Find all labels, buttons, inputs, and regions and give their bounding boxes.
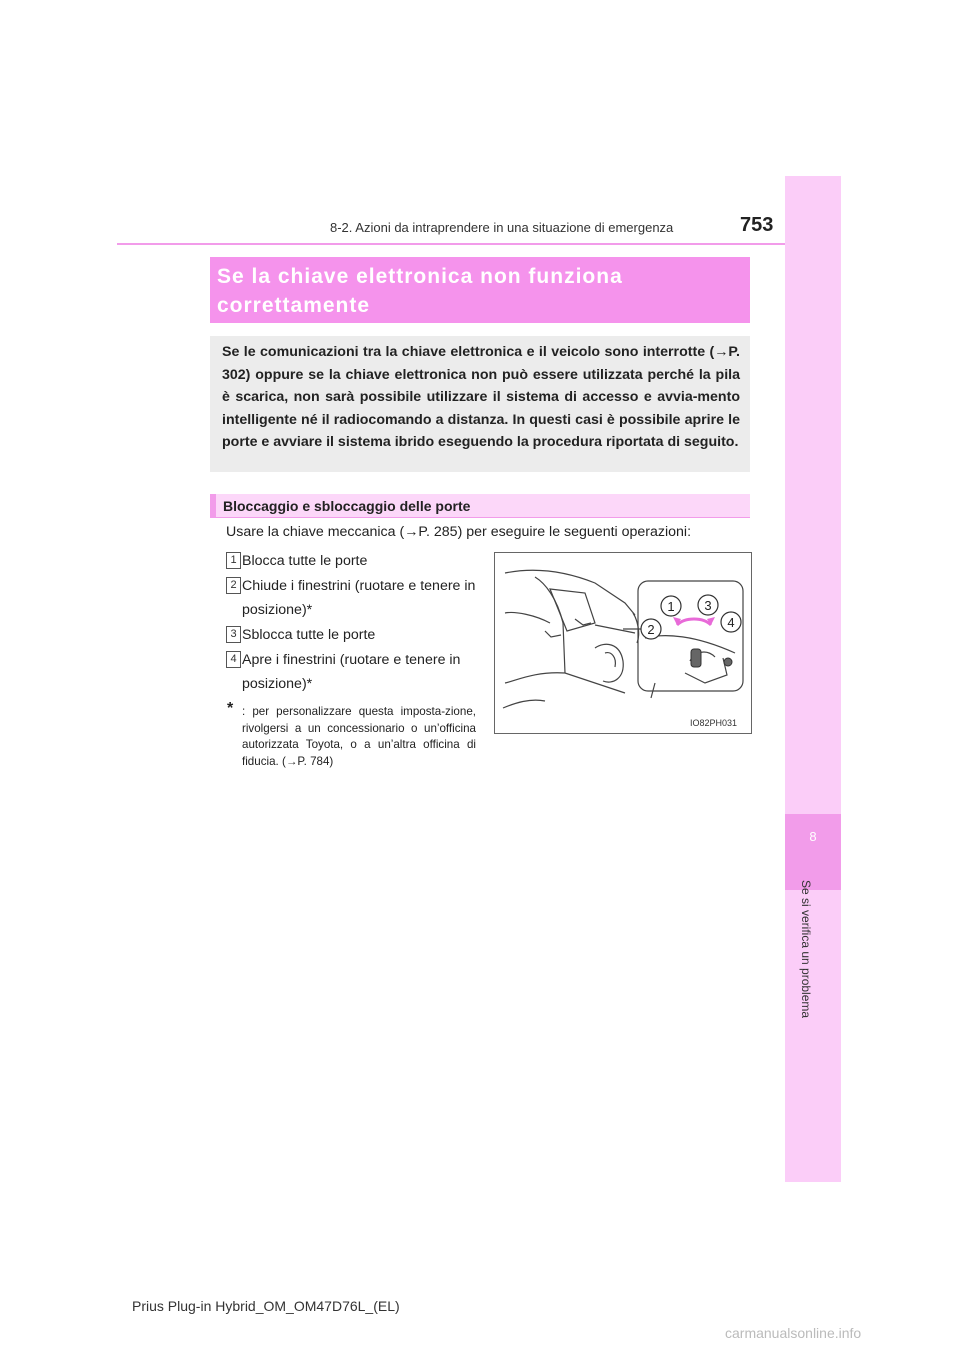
step-text-4: Apre i finestrini (ruotare e tenere in posizione)*	[242, 652, 461, 692]
header-rule	[117, 243, 785, 245]
step-text-3: Sblocca tutte le porte	[242, 627, 376, 643]
footer-doc-id: Prius Plug-in Hybrid_OM_OM47D76L_(EL)	[132, 1298, 400, 1314]
chapter-side-tab	[785, 176, 841, 1182]
watermark: carmanualsonline.info	[725, 1325, 862, 1341]
step-badge-1: 1	[226, 552, 241, 569]
note-asterisk: *	[227, 700, 234, 717]
page-number: 753	[740, 214, 774, 236]
key-cylinder-illustration	[494, 552, 752, 734]
callout-3: 3	[704, 598, 712, 613]
intro-text: Se le comunicazioni tra la chiave elettronica e il veicolo sono interrotte (→P. 302) oppure se la chiave elettronica non può essere utilizzata perché la pila è scarica, non sarà possibile utilizzare il sistema di accesso e avvia-mento intelligente né il radiocomando a distanza. In questi casi è possibile aprire le porte e avviare il sistema ibrido eseguendo la procedura riportata di seguito.	[222, 344, 740, 450]
chapter-title: Se si verifica un problema	[799, 880, 813, 1019]
step-badge-2: 2	[226, 577, 241, 594]
figure-code: IO82PH031	[690, 718, 738, 728]
step-badge-3: 3	[226, 626, 241, 643]
car-door-drawing	[495, 553, 751, 733]
note-text: : per personalizzare questa imposta-zione, rivolgersi a un concessionario o un’officina autorizzata Toyota, o a un’altra officina di fiducia. (→P. 784)	[242, 705, 476, 768]
callout-4: 4	[727, 615, 735, 630]
page-title	[217, 262, 623, 320]
subsection-accent-bar	[210, 494, 216, 518]
chapter-number: 8	[809, 829, 817, 844]
step-text-1: Blocca tutte le porte	[242, 553, 368, 569]
step-badge-4: 4	[226, 651, 241, 668]
usage-text: Usare la chiave meccanica (→P. 285) per eseguire le seguenti operazioni:	[226, 524, 692, 540]
page-title-line1: Se la chiave elettronica non funziona	[217, 265, 623, 288]
step-text-2: Chiude i finestrini (ruotare e tenere in posizione)*	[242, 578, 476, 618]
section-heading: 8-2. Azioni da intraprendere in una situazione di emergenza	[330, 220, 674, 235]
subsection-title: Bloccaggio e sbloccaggio delle porte	[223, 498, 471, 514]
callout-1: 1	[667, 599, 675, 614]
chapter-number-tab	[785, 814, 841, 890]
callout-2: 2	[647, 622, 655, 637]
page-title-line2: correttamente	[217, 294, 371, 317]
subsection-rule	[210, 517, 750, 518]
